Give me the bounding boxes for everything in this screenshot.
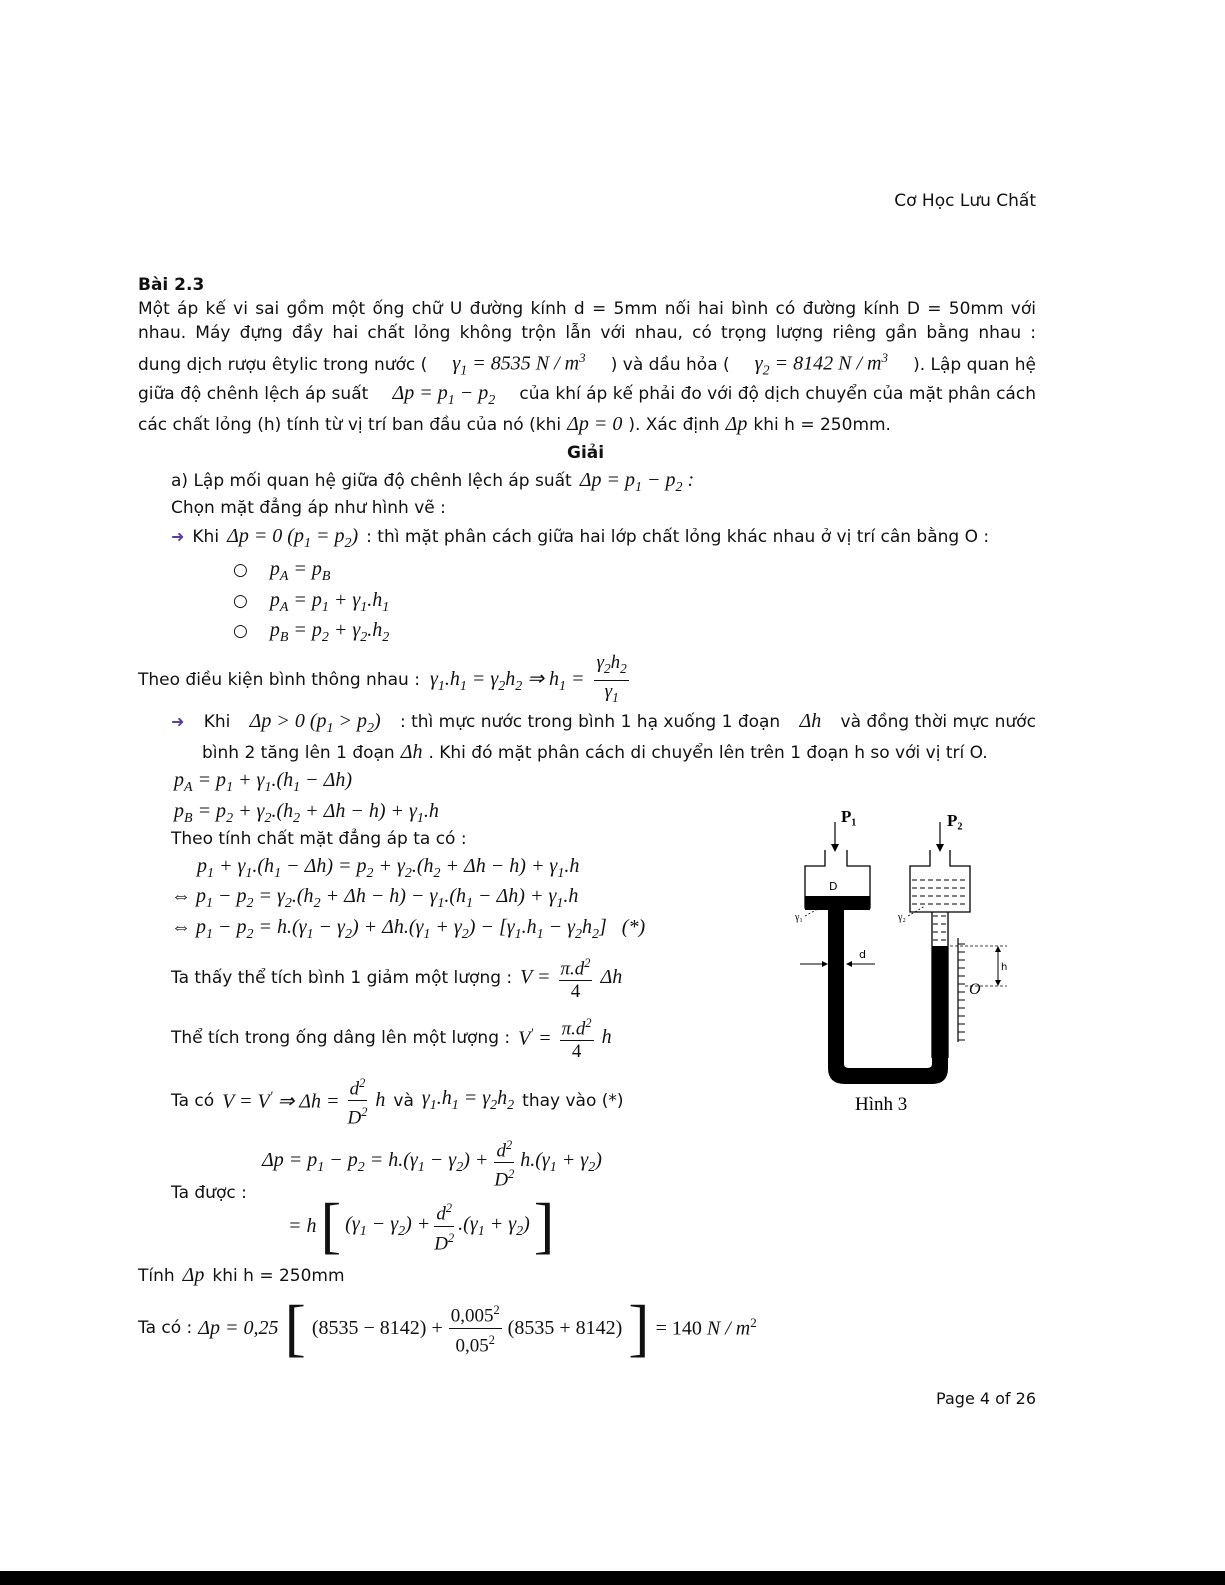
right-bracket: ] xyxy=(628,1292,650,1363)
figure-hinh-3 xyxy=(795,806,1010,1116)
vol1-fraction: $\frac{\pi.d^2}{4}$ xyxy=(559,952,593,1003)
problem-line-5a: các chất lỏng (h) tính từ vị trí ban đầu của nó (khi xyxy=(138,415,562,435)
bullet-arrow-icon: ➜ xyxy=(171,527,185,546)
va-text: và xyxy=(393,1090,414,1111)
tinh-line: Tính Δp khi h = 250mm xyxy=(138,1264,345,1286)
case-2-text: : thì mực nước trong bình 1 hạ xuống 1 đoạn xyxy=(399,712,781,732)
u-bottom xyxy=(828,1056,948,1084)
p2-label: P₂ xyxy=(947,811,963,830)
theo-text: Theo điều kiện bình thông nhau : xyxy=(138,670,420,691)
theo-line xyxy=(138,652,629,709)
result-fraction-1: $\frac{d^2}{D^2}$ xyxy=(494,1134,514,1192)
left-bracket: [ xyxy=(284,1292,306,1363)
eq-balance-1: $p_1 + \gamma_1.(h_1 - \Delta h) = p_2 + \gamma_2.(h_2 + \Delta h - h) + \gamma_1.h$ xyxy=(197,855,580,881)
d-small-label: d xyxy=(859,948,866,961)
figure-caption: Hình 3 xyxy=(855,1094,908,1115)
eq-pa: ○ $p_A = p_1 + \gamma_1.h_1$ xyxy=(233,589,390,615)
taco2-text: Ta có : xyxy=(138,1318,193,1338)
left-bracket: [ xyxy=(320,1192,342,1260)
final-fraction: $\frac{0,005^2}{0,05^2}$ xyxy=(449,1299,502,1357)
delta-p-def: $\Delta p = p_1 - p_2$ xyxy=(392,382,496,408)
problem-line-3c: ). Lập quan hệ xyxy=(913,354,1036,375)
vol2-text: Thể tích trong ống dâng lên một lượng : xyxy=(171,1027,511,1048)
h1-fraction: $\frac{\gamma_2h_2}{\gamma_1}$ xyxy=(596,652,627,705)
h-label: h xyxy=(1001,962,1008,973)
delta-h: Δh xyxy=(799,710,822,732)
case-2-text-c: và đồng thời mực nước xyxy=(840,712,1036,732)
case-1 xyxy=(171,525,989,552)
page-number: Page 4 of 26 xyxy=(936,1389,1036,1408)
delta-h: Δh xyxy=(400,741,423,763)
problem-line-4 xyxy=(138,382,1036,409)
d-big-label: D xyxy=(829,880,838,893)
bottom-bar xyxy=(0,1571,1225,1585)
eq-pb: ○ $p_B = p_2 + \gamma_2.h_2$ xyxy=(233,619,390,645)
theo-formula: $\gamma_1.h_1 = \gamma_2h_2$ ⇒ $h_1$ = xyxy=(429,667,585,694)
circle-bullet-icon: ○ xyxy=(233,621,248,641)
tinh-text-b: khi h = 250mm xyxy=(212,1266,345,1286)
case-2-text-d: bình 2 tăng lên 1 đoạn xyxy=(202,743,395,763)
eq-balance-2: ⇔ $p_1 - p_2 = \gamma_2.(h_2 + \Delta h - h) - \gamma_1.(h_1 - \Delta h) + \gamma_1.h$ xyxy=(171,885,579,911)
problem-line-1: Một áp kế vi sai gồm một ống chữ U đường kính d = 5mm nối hai bình có đường kính D = 50mm với xyxy=(138,299,1036,319)
delta-p-sym: Δp xyxy=(725,413,748,435)
circle-bullet-icon: ○ xyxy=(233,591,248,611)
problem-line-4b: của khí áp kế phải đo với độ dịch chuyển của mặt phân cách xyxy=(519,384,1036,404)
gamma2-value: $\gamma_2 = 8142$ N / $m^3$ xyxy=(754,350,888,379)
eq-pb-2: $p_B = p_2 + \gamma_2.(h_2 + \Delta h - h) + \gamma_1.h$ xyxy=(174,800,439,826)
taco-line: Ta có V = V' ⇒ Δh = $\frac{d^2}{D^2}$ h và $\gamma_1.h_1 = \gamma_2h_2$ thay vào (*) xyxy=(171,1072,624,1130)
case-2-formula: Δp > 0 $(p_1 > p_2)$ xyxy=(249,710,381,736)
gamma1-value: $\gamma_1 = 8535$ N / $m^3$ xyxy=(452,350,586,379)
case-1-text: : thì mặt phân cách giữa hai lớp chất lỏng khác nhau ở vị trí cân bằng O : xyxy=(366,527,990,547)
problem-line-3a: dung dịch rượu êtylic trong nước ( xyxy=(138,354,428,375)
gamma1-label: γ₁ xyxy=(795,912,803,923)
right-bracket: ] xyxy=(533,1192,555,1260)
vol1-text: Ta thấy thể tích bình 1 giảm một lượng : xyxy=(171,967,513,988)
problem-line-2: nhau. Máy đựng đầy hai chất lỏng không trộn lẫn với nhau, có trọng lượng riêng gần bằng nhau : xyxy=(138,323,1036,343)
tinh-text-a: Tính xyxy=(138,1266,175,1286)
header-title: Cơ Học Lưu Chất xyxy=(894,191,1036,211)
final-line: Ta có : Δp = 0,25 [ (8535 − 8142) + $\frac{0,005^2}{0,05^2}$ (8535 + 8142) ] = 140 N / $m^2$ xyxy=(138,1292,757,1363)
case-2-cont xyxy=(202,741,988,764)
choose-text: Chọn mặt đẳng áp như hình vẽ : xyxy=(171,498,446,518)
taduoc-text: Ta được : xyxy=(171,1183,247,1203)
part-a-text: a) Lập mối quan hệ giữa độ chênh lệch áp suất xyxy=(171,471,572,491)
o-label: O xyxy=(969,981,981,998)
vol2-fraction: $\frac{\pi.d^2}{4}$ xyxy=(560,1012,594,1063)
left-tube xyxy=(828,908,844,1058)
result-eq-2: = h [ $(\gamma_1 - \gamma_2)$ + $\frac{d^2}{D^2}$ $.(\gamma_1 + \gamma_2)$ ] xyxy=(288,1192,555,1260)
gamma2-label: γ₂ xyxy=(898,912,906,923)
problem-line-5 xyxy=(138,413,891,436)
problem-line-5c: khi h = 250mm. xyxy=(753,415,891,435)
vessel-2 xyxy=(910,850,970,912)
problem-line-3b: ) và dầu hỏa ( xyxy=(610,354,730,375)
delta-p-zero: Δp = 0 xyxy=(567,413,623,435)
solution-heading: Giải xyxy=(567,443,605,463)
case-2-label: Khi xyxy=(203,712,231,732)
case-2 xyxy=(171,710,1036,737)
dh-fraction: $\frac{d^2}{D^2}$ xyxy=(348,1072,368,1130)
u-tube-diagram xyxy=(795,806,1010,1116)
result-fraction-2: $\frac{d^2}{D^2}$ xyxy=(434,1197,454,1255)
vol2-line: Thể tích trong ống dâng lên một lượng : V' = $\frac{\pi.d^2}{4}$ h xyxy=(171,1012,612,1063)
case-1-formula: Δp = 0 $(p_1 = p_2)$ xyxy=(227,525,359,551)
result-eq-1: $\Delta p = p_1 - p_2 = h.(\gamma_1 - \gamma_2)$ + $\frac{d^2}{D^2}$ $h.(\gamma_1 + \gamma_2)$ xyxy=(262,1134,602,1192)
property-text: Theo tính chất mặt đẳng áp ta có : xyxy=(171,829,467,849)
eq-pa-2: $p_A = p_1 + \gamma_1.(h_1 - \Delta h)$ xyxy=(174,769,353,795)
thayvao-text: thay vào (*) xyxy=(522,1090,624,1111)
problem-line-3 xyxy=(138,350,1036,380)
part-a-formula: $\Delta p = p_1 - p_2$ : xyxy=(579,469,695,495)
problem-line-5b: ). Xác định xyxy=(628,415,720,435)
right-tube-fluid xyxy=(932,946,948,1058)
taco-text: Ta có xyxy=(171,1090,215,1111)
problem-line-4a: giữa độ chênh lệch áp suất xyxy=(138,384,369,404)
eq-pa-pb: ○ $p_A = p_B$ xyxy=(233,558,331,584)
part-a xyxy=(171,469,694,496)
bullet-arrow-icon: ➜ xyxy=(171,712,185,731)
eq-balance-3: ⇔ $p_1 - p_2 = h.(\gamma_1 - \gamma_2) + \Delta h.(\gamma_1 + \gamma_2) - [\gamma_1.h_1 - \gamma_2h_2]$ (*) xyxy=(171,916,646,942)
problem-heading: Bài 2.3 xyxy=(138,275,205,295)
circle-bullet-icon: ○ xyxy=(233,560,248,580)
p1-label: P₁ xyxy=(841,807,857,826)
case-1-label: Khi xyxy=(192,527,220,547)
case-2-text-e: . Khi đó mặt phân cách di chuyển lên trên 1 đoạn h so với vị trí O. xyxy=(428,743,988,763)
vol1-line: Ta thấy thể tích bình 1 giảm một lượng : V = $\frac{\pi.d^2}{4}$ Δh xyxy=(171,952,622,1003)
